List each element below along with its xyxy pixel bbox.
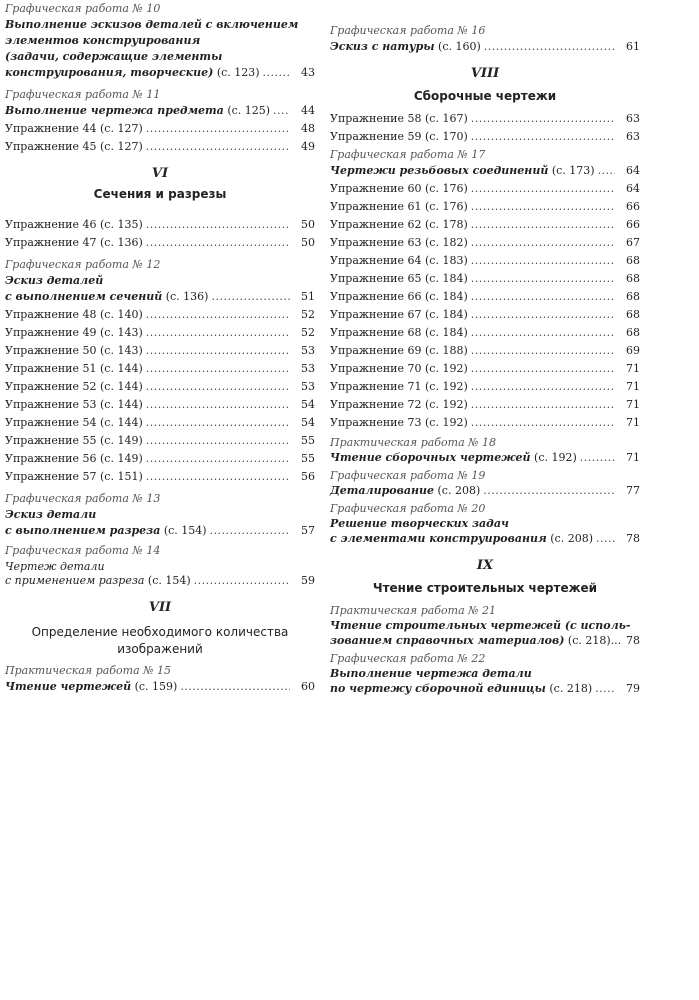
- toc-entry-ex56[interactable]: [5, 452, 315, 466]
- page-number: 52: [301, 326, 315, 339]
- gr20-ref: (с. 208): [550, 532, 593, 545]
- page-number: 78: [626, 634, 640, 647]
- toc-entry-gr19[interactable]: [330, 484, 640, 498]
- gr19-title: Деталирование: [330, 484, 434, 497]
- leader-dots: [194, 574, 290, 588]
- page-number: 53: [301, 362, 315, 375]
- leader-dots: [483, 484, 615, 498]
- entry-text: Упражнение 67 (с. 184): [330, 308, 468, 321]
- page-number: 64: [626, 182, 640, 195]
- page-number: 66: [626, 218, 640, 231]
- entry-text: Упражнение 47 (с. 136): [5, 236, 143, 249]
- entry-text: Упражнение 66 (с. 184): [330, 290, 468, 303]
- page-number: 43: [301, 66, 315, 79]
- toc-entry-pr18[interactable]: [330, 451, 640, 465]
- page-number: 71: [626, 362, 640, 375]
- page-number: 48: [301, 122, 315, 135]
- toc-entry-ex71[interactable]: [330, 380, 640, 394]
- leader-dots: [146, 398, 290, 412]
- toc-entry-ex49[interactable]: [5, 326, 315, 340]
- pr15-ref: (с. 159): [134, 680, 178, 693]
- leader-dots: [484, 40, 615, 54]
- gr10-title-4: конструирования, творческие): [5, 66, 214, 79]
- entry-text: Упражнение 62 (с. 178): [330, 218, 468, 231]
- page-number: 52: [301, 308, 315, 321]
- leader-dots: [146, 326, 290, 340]
- section-title-viii: Сборочные чертежи: [413, 89, 557, 103]
- toc-entry-ex48[interactable]: [5, 308, 315, 322]
- toc-entry-gr20[interactable]: [330, 532, 640, 546]
- page-number: 55: [301, 434, 315, 447]
- leader-dots: [180, 680, 290, 694]
- gr13-title-1: Эскиз детали: [5, 508, 97, 521]
- page-number: 44: [301, 104, 315, 117]
- toc-entry-ex60[interactable]: [330, 182, 640, 196]
- toc-entry-pr15[interactable]: [5, 680, 315, 694]
- toc-entry-ex54[interactable]: [5, 416, 315, 430]
- leader-dots: [471, 398, 615, 412]
- leader-dots: [471, 290, 615, 304]
- entry-text: Упражнение 53 (с. 144): [5, 398, 143, 411]
- gr20-label: Графическая работа № 20: [330, 502, 486, 515]
- section-title-ix: Чтение строительных чертежей: [372, 581, 598, 595]
- toc-entry-ex58[interactable]: [330, 112, 640, 126]
- page-number: 55: [301, 452, 315, 465]
- leader-dots: [471, 236, 615, 250]
- entry-text: Упражнение 50 (с. 143): [5, 344, 143, 357]
- gr17-ref: (с. 173): [551, 164, 595, 177]
- page-number: 53: [301, 344, 315, 357]
- page-number: 53: [301, 380, 315, 393]
- gr11-ref: (с. 125): [227, 104, 271, 117]
- gr12-label: Графическая работа № 12: [5, 258, 161, 271]
- leader-dots: [146, 452, 290, 466]
- entry-text: Упражнение 58 (с. 167): [330, 112, 468, 125]
- leader-dots: [146, 362, 290, 376]
- page-number: 50: [301, 236, 315, 249]
- toc-entry-ex51[interactable]: [5, 362, 315, 376]
- leader-dots: [471, 200, 615, 214]
- toc-entry-ex52[interactable]: [5, 380, 315, 394]
- toc-entry-ex45[interactable]: [5, 140, 315, 154]
- gr12-title-1: Эскиз деталей: [5, 274, 104, 287]
- toc-entry-ex61[interactable]: [330, 200, 640, 214]
- leader-dots: [471, 130, 615, 144]
- page-number: 68: [626, 290, 640, 303]
- section-title-vi: Сечения и разрезы: [93, 187, 227, 201]
- toc-entry-pr21[interactable]: [330, 634, 640, 648]
- page-number: 49: [301, 140, 315, 153]
- page-number: 68: [626, 254, 640, 267]
- leader-dots: [471, 362, 615, 376]
- entry-text: Упражнение 64 (с. 183): [330, 254, 468, 267]
- leader-dots: [596, 532, 615, 546]
- leader-dots: [146, 434, 290, 448]
- toc-entry-ex64[interactable]: [330, 254, 640, 268]
- gr12-title-2: с выполнением сечений: [5, 290, 163, 303]
- gr16-title: Эскиз с натуры: [330, 40, 435, 53]
- leader-dots: [471, 254, 615, 268]
- entry-text: Упражнение 55 (с. 149): [5, 434, 143, 447]
- page-number: 66: [626, 200, 640, 213]
- entry-text: Упражнение 51 (с. 144): [5, 362, 143, 375]
- entry-text: Упражнение 72 (с. 192): [330, 398, 468, 411]
- leader-dots: [211, 290, 290, 304]
- leader-dots: [471, 380, 615, 394]
- page-number: 63: [626, 130, 640, 143]
- leader-dots: [471, 344, 615, 358]
- gr19-ref: (с. 208): [437, 484, 481, 497]
- toc-entry-ex66[interactable]: [330, 290, 640, 304]
- gr12-ref: (с. 136): [165, 290, 209, 303]
- leader-dots: [273, 104, 290, 118]
- toc-entry-gr13[interactable]: [5, 524, 315, 538]
- toc-entry-ex50[interactable]: [5, 344, 315, 358]
- toc-entry-ex62[interactable]: [330, 218, 640, 232]
- leader-dots: [471, 308, 615, 322]
- toc-entry-gr17[interactable]: [330, 164, 640, 178]
- toc-entry-ex69[interactable]: [330, 344, 640, 358]
- entry-text: Упражнение 44 (с. 127): [5, 122, 143, 135]
- page-number: 54: [301, 398, 315, 411]
- page-number: 68: [626, 272, 640, 285]
- page-number: 63: [626, 112, 640, 125]
- leader-dots: [146, 122, 290, 136]
- leader-dots: [471, 416, 615, 430]
- gr10-title-2: элементов конструирования: [5, 34, 201, 47]
- entry-text: Упражнение 70 (с. 192): [330, 362, 468, 375]
- page-number: 68: [626, 326, 640, 339]
- page-number: 60: [301, 680, 315, 693]
- toc-entry-gr16[interactable]: [330, 40, 640, 54]
- page-number: 71: [626, 416, 640, 429]
- toc-entry-ex73[interactable]: [330, 416, 640, 430]
- toc-entry-gr11[interactable]: [5, 104, 315, 118]
- leader-dots: [146, 140, 290, 154]
- entry-text: Упражнение 59 (с. 170): [330, 130, 468, 143]
- entry-text: Упражнение 46 (с. 135): [5, 218, 143, 231]
- page-number: 54: [301, 416, 315, 429]
- gr19-label: Графическая работа № 19: [330, 469, 486, 482]
- toc-entry-ex57[interactable]: [5, 470, 315, 484]
- toc-entry-ex70[interactable]: [330, 362, 640, 376]
- entry-text: Упражнение 48 (с. 140): [5, 308, 143, 321]
- entry-text: Упражнение 57 (с. 151): [5, 470, 143, 483]
- toc-entry-ex63[interactable]: [330, 236, 640, 250]
- page-number: 64: [626, 164, 640, 177]
- gr11-title: Выполнение чертежа предмета: [5, 104, 224, 117]
- gr13-label: Графическая работа № 13: [5, 492, 161, 505]
- entry-text: Упражнение 60 (с. 176): [330, 182, 468, 195]
- page-number: 71: [626, 398, 640, 411]
- entry-text: Упражнение 63 (с. 182): [330, 236, 468, 249]
- gr17-label: Графическая работа № 17: [330, 148, 486, 161]
- toc-entry-ex55[interactable]: [5, 434, 315, 448]
- pr18-ref: (с. 192): [534, 451, 577, 464]
- leader-dots: [146, 380, 290, 394]
- leader-dots: [146, 236, 290, 250]
- entry-text: Упражнение 56 (с. 149): [5, 452, 143, 465]
- toc-entry-ex68[interactable]: [330, 326, 640, 340]
- gr16-label: Графическая работа № 16: [330, 24, 486, 37]
- gr22-ref: (с. 218): [549, 682, 593, 695]
- page-number: 67: [626, 236, 640, 249]
- leader-dots: [471, 182, 615, 196]
- leader-dots: [595, 682, 615, 696]
- entry-text: Упражнение 61 (с. 176): [330, 200, 468, 213]
- section-title-vii-1: Определение необходимого количества: [31, 625, 289, 639]
- entry-text: Упражнение 45 (с. 127): [5, 140, 143, 153]
- gr17-title: Чертежи резьбовых соединений: [330, 164, 549, 177]
- entry-text: Упражнение 49 (с. 143): [5, 326, 143, 339]
- leader-dots: [580, 451, 615, 465]
- pr21-label: Практическая работа № 21: [330, 604, 497, 617]
- toc-entry-ex53[interactable]: [5, 398, 315, 412]
- page-number: 51: [301, 290, 315, 303]
- pr18-label: Практическая работа № 18: [330, 436, 497, 449]
- gr14-ref: (с. 154): [147, 574, 191, 587]
- toc-entry-gr14[interactable]: [5, 574, 315, 588]
- entry-text: Упражнение 73 (с. 192): [330, 416, 468, 429]
- entry-text: Упражнение 69 (с. 188): [330, 344, 468, 357]
- pr21-ref: (с. 218)...: [567, 634, 622, 647]
- toc-entry-gr12[interactable]: [5, 290, 315, 304]
- gr20-title-1: Решение творческих задач: [330, 517, 509, 530]
- toc-entry-ex72[interactable]: [330, 398, 640, 412]
- page-number: 69: [626, 344, 640, 357]
- gr16-ref: (с. 160): [438, 40, 481, 53]
- gr22-title-2: по чертежу сборочной единицы: [330, 682, 546, 695]
- section-numeral-vii: VII: [148, 600, 172, 615]
- page-number: 50: [301, 218, 315, 231]
- gr14-title-1: Чертеж детали: [5, 560, 105, 573]
- leader-dots: [471, 112, 615, 126]
- toc-entry-ex46[interactable]: [5, 218, 315, 232]
- leader-dots: [146, 470, 290, 484]
- pr15-title: Чтение чертежей: [5, 680, 132, 693]
- leader-dots: [263, 66, 290, 80]
- toc-entry-ex44[interactable]: [5, 122, 315, 136]
- pr21-title-2: зованием справочных материалов): [330, 634, 565, 647]
- gr11-label: Графическая работа № 11: [5, 88, 161, 101]
- leader-dots: [598, 164, 615, 178]
- gr22-title-1: Выполнение чертежа детали: [330, 667, 532, 680]
- gr14-title-2: с применением разреза: [5, 574, 145, 587]
- page-number: 71: [626, 451, 640, 464]
- page-number: 77: [626, 484, 640, 497]
- gr20-title-2: с элементами конструирования: [330, 532, 547, 545]
- toc-entry-ex67[interactable]: [330, 308, 640, 322]
- gr10-ref: (с. 123): [216, 66, 260, 79]
- toc-entry-ex47[interactable]: [5, 236, 315, 250]
- pr21-title-1: Чтение строительных чертежей (с исполь-: [330, 619, 631, 632]
- page-number: 56: [301, 470, 315, 483]
- pr18-title: Чтение сборочных чертежей: [330, 451, 531, 464]
- leader-dots: [471, 218, 615, 232]
- leader-dots: [471, 272, 615, 286]
- gr22-label: Графическая работа № 22: [330, 652, 486, 665]
- entry-text: Упражнение 54 (с. 144): [5, 416, 143, 429]
- toc-entry-gr10[interactable]: [5, 66, 315, 80]
- page-number: 71: [626, 380, 640, 393]
- leader-dots: [146, 344, 290, 358]
- toc-entry-gr22[interactable]: [330, 682, 640, 696]
- page-number: 79: [626, 682, 640, 695]
- gr10-label: Графическая работа № 10: [5, 2, 161, 15]
- toc-entry-ex65[interactable]: [330, 272, 640, 286]
- leader-dots: [146, 218, 290, 232]
- section-title-vii-2: изображений: [117, 642, 203, 656]
- gr13-title-2: с выполнением разреза: [5, 524, 161, 537]
- page-number: 59: [301, 574, 315, 587]
- pr15-label: Практическая работа № 15: [5, 664, 172, 677]
- section-numeral-vi: VI: [151, 166, 169, 181]
- page-number: 78: [626, 532, 640, 545]
- section-numeral-ix: IX: [476, 558, 494, 573]
- gr10-title-3: (задачи, содержащие элементы: [5, 50, 223, 63]
- page-number: 68: [626, 308, 640, 321]
- gr14-label: Графическая работа № 14: [5, 544, 161, 557]
- gr13-ref: (с. 154): [163, 524, 207, 537]
- leader-dots: [146, 308, 290, 322]
- gr10-label-row: [5, 2, 315, 16]
- page-number: 57: [301, 524, 315, 537]
- entry-text: Упражнение 65 (с. 184): [330, 272, 468, 285]
- entry-text: Упражнение 68 (с. 184): [330, 326, 468, 339]
- entry-text: Упражнение 52 (с. 144): [5, 380, 143, 393]
- leader-dots: [146, 416, 290, 430]
- leader-dots: [471, 326, 615, 340]
- leader-dots: [210, 524, 290, 538]
- section-numeral-viii: VIII: [470, 66, 500, 81]
- page-number: 61: [626, 40, 640, 53]
- gr10-title-1: Выполнение эскизов деталей с включением: [5, 18, 299, 31]
- entry-text: Упражнение 71 (с. 192): [330, 380, 468, 393]
- toc-entry-ex59[interactable]: [330, 130, 640, 144]
